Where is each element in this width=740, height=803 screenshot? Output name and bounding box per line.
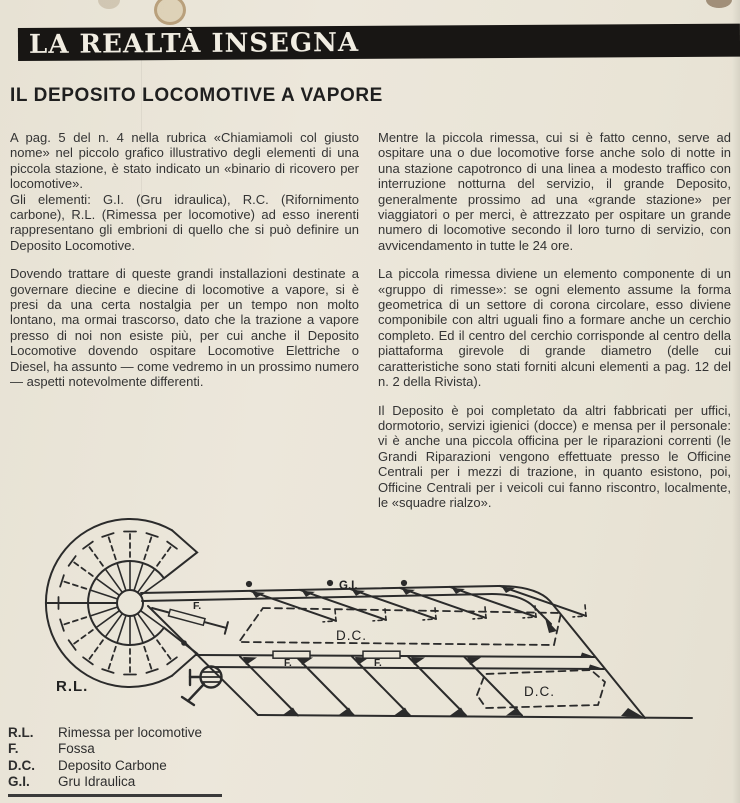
diagram-label-gi: G.I. xyxy=(339,580,358,592)
diagram-label-f: F. xyxy=(193,600,202,612)
legend-abbr: D.C. xyxy=(8,757,35,773)
column-left xyxy=(10,130,359,390)
bottom-rule xyxy=(8,794,222,797)
main-tracks xyxy=(141,586,692,718)
article-title: IL DEPOSITO LOCOMOTIVE A VAPORE xyxy=(10,85,383,106)
legend-row xyxy=(8,741,202,757)
paper-stain xyxy=(706,0,732,8)
crane-dot-icon xyxy=(246,581,252,587)
diagram-label-f: F. xyxy=(284,658,292,669)
legend-abbr: G.I. xyxy=(8,774,30,790)
paragraph: La piccola rimessa diviene un elemento componente di un «gruppo di rimesse»: se ogni elemento assume la forma geometrica di un settore di corona circolare, esso diviene componibile con altri uguali fino a formare anche un cerchio completo. Ed il centro del cerchio corrisponde al centro della piattaforma girevole di grande diametro (delle cui caratteristiche sono stati forniti alcuni elementi a pag. 12 del n. 2 della Rivista). xyxy=(378,266,731,390)
diagram-label-dc: D.C. xyxy=(524,684,555,699)
legend-term: Gru Idraulica xyxy=(58,774,136,790)
paper-stain xyxy=(98,0,120,9)
paragraph: A pag. 5 del n. 4 nella rubrica «Chiamiamoli col giusto nome» nel piccolo grafico illustrativo degli elementi di una piccola stazione, è stato indicato un «binario di ricovero per locomotive». xyxy=(10,130,359,192)
turntable xyxy=(117,590,143,616)
hydraulic-crane-symbol xyxy=(182,667,222,706)
crane-dot-icon xyxy=(181,640,187,646)
section-banner xyxy=(18,24,740,61)
legend-term: Deposito Carbone xyxy=(58,757,167,773)
section-banner-title: LA REALTÀ INSEGNA xyxy=(28,27,360,60)
legend-term: Rimessa per locomotive xyxy=(58,725,203,740)
legend-abbr: F. xyxy=(8,741,19,757)
paper-stain xyxy=(154,0,186,25)
paragraph: Il Deposito è poi completato da altri fabbricati per uffici, dormotorio, servizi igienici (docce) e mensa per il personale: vi è anche una piccola officina per le riparazioni correnti (le Grandi Riparazioni vengono effettuate presso le Officine Centrali per i mezzi di trazione, in quanto esistono, poi, Officine Centrali per i veicoli cui fanno riscontro, localmente, le «squadre rialzo». xyxy=(378,402,731,510)
paragraph: Mentre la piccola rimessa, cui si è fatto cenno, serve ad ospitare una o due locomotive forse anche solo di notte in una stazione capotronco di una linea a modesto traffico con interruzione notturna del servizio, il grande Deposito, generalmente prossimo ad una «grande stazione» per viaggiatori o per merci, è attrezzato per ospitare un grande numero di locomotive secondo il loro turno di servizio, con avvicendamento in tutte le 24 ore. xyxy=(378,130,731,253)
legend-row xyxy=(8,774,202,790)
roundhouse xyxy=(46,519,197,687)
diagram-label-dc: D.C. xyxy=(336,628,367,643)
legend-row xyxy=(8,725,202,741)
legend-term: Fossa xyxy=(58,741,95,757)
paragraph: Gli elementi: G.I. (Gru idraulica), R.C. (Rifornimento carbone), R.L. (Rimessa per locomotive) ad esso inerenti rappresentano gli embrioni di quello che si può definire un Deposito Locomotive. xyxy=(10,191,359,253)
crane-dot-icon xyxy=(401,580,407,586)
legend xyxy=(8,725,202,791)
depot-diagram xyxy=(0,505,740,730)
diagram-label-f: F. xyxy=(374,658,382,669)
diagram-label-rl: R.L. xyxy=(56,678,89,695)
crane-dot-icon xyxy=(327,580,333,586)
legend-row xyxy=(8,758,202,774)
column-right xyxy=(378,130,731,510)
paragraph: Dovendo trattare di queste grandi installazioni destinate a governare diecine e diecine di locomotive a vapore, si è presi da una certa nostalgia per un tempo non molto lontano, ma ormai trascorso, dato che la trazione a vapore presso di noi non esiste più, per cui anche il Deposito Locomotive dovendo ospitare Locomotive Elettriche o Diesel, ha assunto — come vedremo in un prossimo numero — aspetti notevolmente differenti. xyxy=(10,266,359,390)
legend-abbr: R.L. xyxy=(8,725,34,740)
